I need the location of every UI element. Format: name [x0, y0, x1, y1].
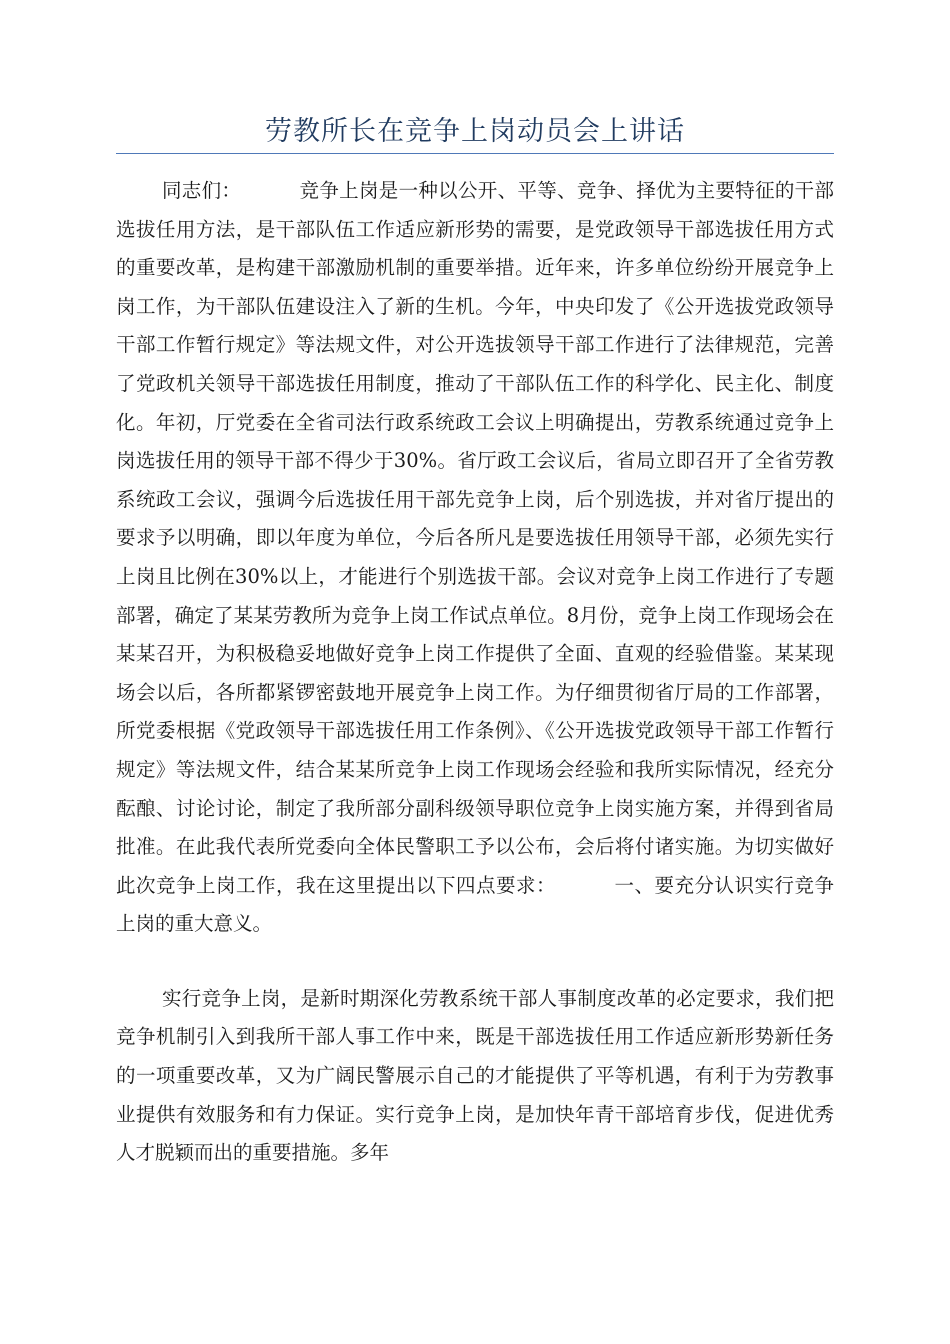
greeting: 同志们：	[162, 179, 242, 202]
title-underline	[116, 153, 834, 154]
document-title: 劳教所长在竞争上岗动员会上讲话	[265, 116, 685, 147]
section-heading-1: 一、要充分认识实行竞争上岗的重大意义。	[116, 873, 834, 936]
paragraph-opening	[116, 172, 834, 944]
document-body	[116, 172, 834, 1173]
paragraph-1-text: 竞争上岗是一种以公开、平等、竞争、择优为主要特征的干部选拔任用方法，是干部队伍工作适应新形势的需要，是党政领导干部选拔任用方式的重要改革，是构建干部激励机制的重要举措。近年来，许多单位纷纷开展竞争上岗工作，为干部队伍建设注入了新的生机。今年，中央印发了《公开选拔党政领导干部工作暂行规定》等法规文件，对公开选拔领导干部工作进行了法律规范，完善了党政机关领导干部选拔任用制度，推动了干部队伍工作的科学化、民主化、制度化。年初，厅党委在全省司法行政系统政工会议上明确提出，劳教系统通过竞争上岗选拔任用的领导干部不得少于30%。省厅政工会议后，省局立即召开了全省劳教系统政工会议，强调今后选拔任用干部先竞争上岗，后个别选拔，并对省厅提出的要求予以明确，即以年度为单位，今后各所凡是要选拔任用领导干部，必须先实行上岗且比例在30%以上，才能进行个别选拔干部。会议对竞争上岗工作进行了专题部署，确定了某某劳教所为竞争上岗工作试点单位。8月份，竞争上岗工作现场会在某某召开，为积极稳妥地做好竞争上岗工作提供了全面、直观的经验借鉴。某某现场会以后，各所都紧锣密鼓地开展竞争上岗工作。为仔细贯彻省厅局的工作部署，所党委根据《党政领导干部选拔任用工作条例》、《公开选拔党政领导干部工作暂行规定》等法规文件，结合某某所竞争上岗工作现场会经验和我所实际情况，经充分酝酿、讨论讨论，制定了我所部分副科级领导职位竞争上岗实施方案，并得到省局批准。在此我代表所党委向全体民警职工予以公布，会后将付诸实施。为切实做好此次竞争上岗工作，我在这里提出以下四点要求：	[116, 179, 834, 897]
paragraph-2: 实行竞争上岗，是新时期深化劳教系统干部人事制度改革的必定要求，我们把竞争机制引入到我所干部人事工作中来，既是干部选拔任用工作适应新形势新任务的一项重要改革，又为广阔民警展示自己的才能提供了平等机遇，有利于为劳教事业提供有效服务和有力保证。实行竞争上岗，是加快年青干部培育步伐，促进优秀人才脱颖而出的重要措施。多年	[116, 986, 834, 1165]
